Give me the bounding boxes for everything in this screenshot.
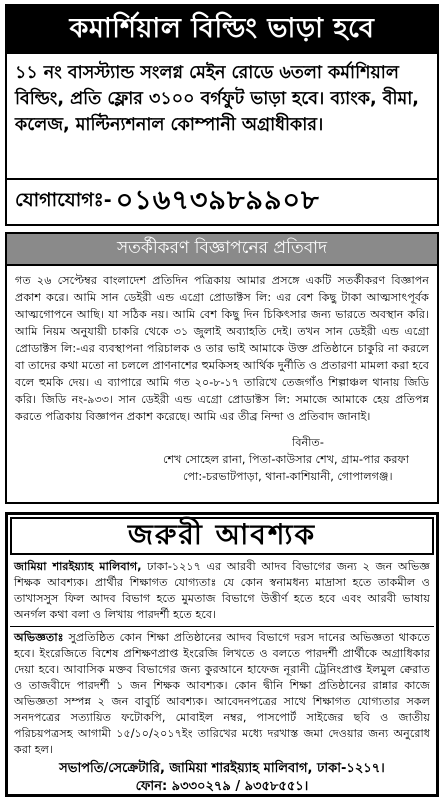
protest-heading: সতর্কীকরণ বিজ্ঞাপনের প্রতিবাদ bbox=[7, 234, 437, 266]
footer-address: সভাপতি/সেক্রেটারি, জামিয়া শারইয়্যাহ মালিবাগ, ঢাকা-১২১৭। bbox=[59, 761, 385, 776]
footer-phone: ফোন: ৯৩৩০২৭৯ / ৯৩৫৮৫৫১। bbox=[135, 779, 309, 794]
signer-name: শেখ সোহেল রানা, পিতা-কাউসার শেখ, গ্রাম-পার করফা bbox=[163, 453, 409, 466]
urgent-requirement-ad bbox=[5, 512, 439, 797]
requirement-paragraph bbox=[14, 559, 430, 623]
requirement-text: ঢাকা-১২১৭ এর আরবী আদব বিভাগের জন্য ২ জন অভিজ্ঞ শিক্ষক আবশ্যক। প্রার্থীর শিক্ষাগত যোগ্যতাঃ যে কোন স্বনামধন্য মাদ্রাসা হতে তাকমীল ও তাখাসসুস ফিল আদব বিভাগ হতে মুমতাজ বিভাগে উত্তীর্ণ হতে হবে এবং আরবী ভাষায় অনর্গল কথা বলা ও লিখায় পারদর্শী হতে হবে। bbox=[14, 560, 430, 621]
ad-title-banner: কমার্শিয়াল বিল্ডিং ভাড়া হবে bbox=[7, 6, 437, 54]
requirement-body bbox=[10, 555, 434, 796]
ad-title-banner: জরুরী আবশ্যক bbox=[10, 517, 434, 555]
signer-address: পো:-চরভাটপাড়া, থানা-কাশিয়ানী, গোপালগঞ্জ। bbox=[183, 470, 393, 483]
signature-block bbox=[163, 434, 413, 485]
commercial-building-rent-ad bbox=[5, 4, 439, 226]
protest-notice-ad bbox=[5, 232, 439, 504]
experience-label: অভিজ্ঞতাঃ bbox=[14, 631, 64, 644]
contact-label: যোগাযোগঃ- bbox=[15, 189, 112, 211]
contact-phone-number: ০১৬৭৩৯৮৯৯০৮ bbox=[115, 184, 320, 216]
protest-body-text: গত ২৬ সেপ্টেম্বর বাংলাদেশ প্রতিদিন পত্রিকায় আমার প্রসঙ্গে একটি সতর্কীকরণ বিজ্ঞাপন প্রকাশ করে। আমি সান ডেইরী এন্ড এগ্রো প্রোডাক্টস লি: এর বেশ কিছু টাকা আত্মসাৎপূর্বক আত্মগোপনে আছি। যা সঠিক নয়। আমি বেশ কিছু দিন চিকিৎসার জন্য ভারতে অবস্থান করি। আমি নিয়ম অনুযায়ী চাকরি থেকে ৩১ জুলাই অব্যাহতি দেই। তখন সান ডেইরী এন্ড এগ্রো প্রোডাক্টস লি:-এর ব্যবস্থাপনা পরিচালক ও তার ভাই আমাকে উক্ত প্রতিষ্ঠানে চাকুরি না করলে বা তাদের কথা মতো না চললে প্রাণনাশের হুমকিসহ আর্থিক দুর্নীতি ও প্রতারণা মামলা করা হবে বলে হুমকি দেয়। এ ব্যাপারে আমি গত ২০-৮-১৭ তারিখে তেজগাঁও শিল্পাঞ্চল থানায় জিডি করি। জিডি নং-৯৩৩। সান ডেইরী এন্ড এগ্রো প্রোডাক্টস লি: সমাজে আমাকে হেয় প্রতিপন্ন করতে পত্রিকায় বিজ্ঞাপন প্রকাশ করেছে। আমি এর তীব্র নিন্দা ও প্রতিবাদ জানাই। bbox=[15, 274, 430, 423]
divider bbox=[10, 626, 434, 627]
contact-row bbox=[7, 178, 437, 224]
ad-body-text: ১১ নং বাসস্ট্যান্ড সংলগ্ন মেইন রোডে ৬তলা কর্মাশিয়াল বিল্ডিং, প্রতি ফ্লোর ৩১০০ বর্গফুট ভাড়া হবে। ব্যাংক, বীমা, কলেজ, মাল্টিন্যশনাল কোম্পানী অগ্রাধীকার। bbox=[15, 63, 419, 135]
closing-text: বিনীত- bbox=[292, 436, 324, 449]
institution-name: জামিয়া শারইয়্যাহ মালিবাগ, bbox=[14, 560, 142, 573]
experience-paragraph bbox=[14, 630, 430, 758]
experience-text: সুপ্রতিষ্ঠিত কোন শিক্ষা প্রতিষ্ঠানের আদব বিভাগে দরস দানের অভিজ্ঞতা থাকতে হবে। ইংরেজিতে বিশেষ প্রশিক্ষণপ্রাপ্ত ইংরেজি লিখতে ও বলতে পারদর্শী প্রার্থীকে অগ্রাধিকার দেয়া হবে। আবাসিক মক্তব বিভাগের জন্য কুরআনে হাফেজ নূরানী ট্রেনিংপ্রাপ্ত ইলমুল ক্বেরাত ও তাজবীদে পারদর্শী ১ জন শিক্ষক আবশ্যক। কোন দ্বীনি শিক্ষা প্রতিষ্ঠানের রান্নার কাজে অভিজ্ঞতা সম্পন্ন ২ জন বাবুর্চি আবশ্যক। আবেদনপত্রের সাথে শিক্ষাগত যোগ্যতার সকল সনদপত্রের সত্যায়িত ফটোকপি, মোবাইল নম্বর, পাসপোর্ট সাইজের ছবি ও জাতীয় পরিচয়পত্রসহ আগামী ১৫/১০/২০১৭ইং তারিখের মধ্যে দরখাস্ত জমা দেওয়ার জন্য অনুরোধ করা হল। bbox=[14, 631, 430, 756]
